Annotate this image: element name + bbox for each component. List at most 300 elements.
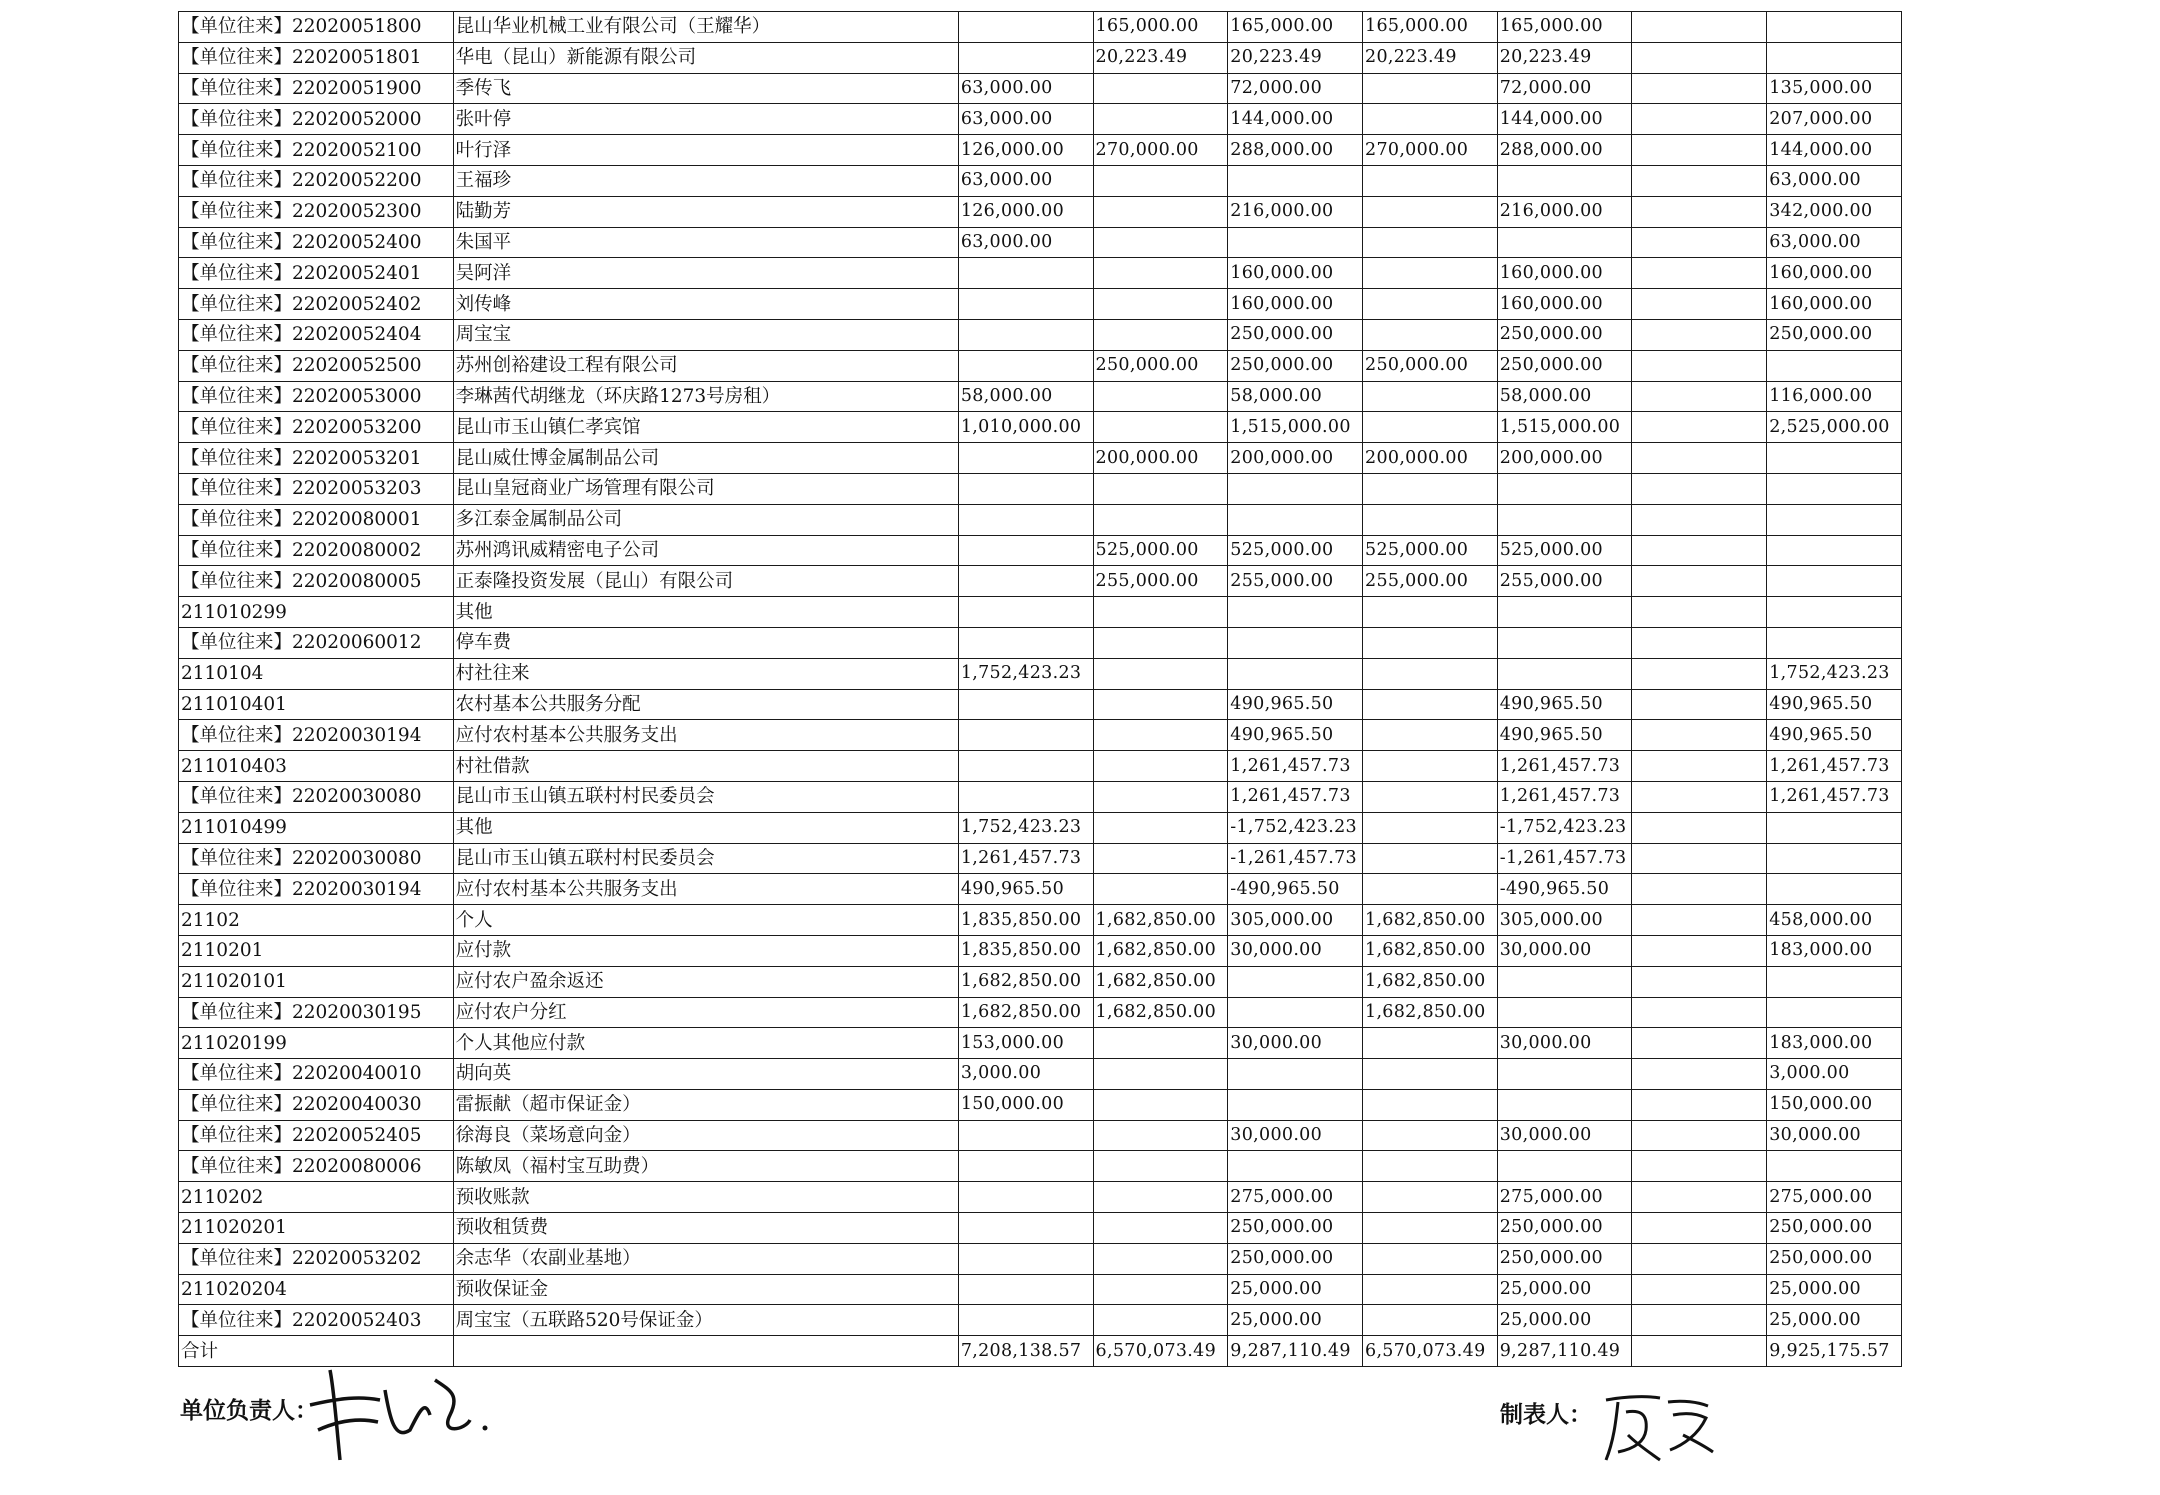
amount-cell <box>1632 135 1767 166</box>
amount-cell: 250,000.00 <box>1497 1213 1632 1244</box>
amount-cell <box>1767 997 1902 1028</box>
amount-cell <box>1632 1151 1767 1182</box>
table-row <box>179 1089 1902 1120</box>
amount-cell: 288,000.00 <box>1497 135 1632 166</box>
table-row <box>179 1028 1902 1059</box>
table-row <box>179 1151 1902 1182</box>
amount-cell: 275,000.00 <box>1228 1182 1363 1213</box>
ledger-table <box>178 11 1902 1367</box>
amount-cell <box>1363 689 1498 720</box>
account-name-cell: 应付农户分红 <box>453 997 958 1028</box>
amount-cell <box>958 751 1093 782</box>
account-code-cell: 211020199 <box>179 1028 454 1059</box>
account-name-cell: 张叶停 <box>453 104 958 135</box>
account-name-cell: 吴阿洋 <box>453 258 958 289</box>
amount-cell <box>1363 720 1498 751</box>
amount-cell: 490,965.50 <box>1767 720 1902 751</box>
amount-cell <box>1767 473 1902 504</box>
amount-cell: 250,000.00 <box>1363 350 1498 381</box>
table-row <box>179 781 1902 812</box>
ledger-body <box>179 12 1902 1367</box>
amount-cell <box>1093 1274 1228 1305</box>
amount-cell <box>1093 597 1228 628</box>
table-row <box>179 658 1902 689</box>
amount-cell <box>958 627 1093 658</box>
amount-cell: 1,682,850.00 <box>958 997 1093 1028</box>
account-name-cell: 应付款 <box>453 935 958 966</box>
account-name-cell: 应付农户盈余返还 <box>453 966 958 997</box>
account-code-cell: 2110104 <box>179 658 454 689</box>
amount-cell: 1,261,457.73 <box>1228 751 1363 782</box>
table-row <box>179 1120 1902 1151</box>
table-row <box>179 319 1902 350</box>
table-row <box>179 751 1902 782</box>
amount-cell: 200,000.00 <box>1497 443 1632 474</box>
account-code-cell: 合计 <box>179 1336 454 1367</box>
account-name-cell: 周宝宝 <box>453 319 958 350</box>
amount-cell: 270,000.00 <box>1093 135 1228 166</box>
amount-cell <box>1093 781 1228 812</box>
account-name-cell: 余志华（农副业基地） <box>453 1243 958 1274</box>
account-code-cell: 【单位往来】22020053200 <box>179 412 454 443</box>
amount-cell: 144,000.00 <box>1228 104 1363 135</box>
amount-cell <box>1228 227 1363 258</box>
amount-cell: 490,965.50 <box>1228 689 1363 720</box>
amount-cell: 3,000.00 <box>958 1059 1093 1090</box>
account-code-cell: 211010299 <box>179 597 454 628</box>
amount-cell <box>1228 597 1363 628</box>
amount-cell: 160,000.00 <box>1497 258 1632 289</box>
amount-cell: 58,000.00 <box>1228 381 1363 412</box>
amount-cell: 1,682,850.00 <box>1093 966 1228 997</box>
amount-cell <box>1632 689 1767 720</box>
amount-cell <box>1093 473 1228 504</box>
amount-cell <box>1228 658 1363 689</box>
unit-head-label: 单位负责人： <box>180 1398 318 1424</box>
account-name-cell: 其他 <box>453 812 958 843</box>
amount-cell <box>1228 1059 1363 1090</box>
table-row <box>179 935 1902 966</box>
amount-cell: 200,000.00 <box>1228 443 1363 474</box>
amount-cell: 25,000.00 <box>1497 1305 1632 1336</box>
amount-cell <box>1228 1089 1363 1120</box>
amount-cell: 490,965.50 <box>1497 689 1632 720</box>
amount-cell: 1,682,850.00 <box>1093 935 1228 966</box>
amount-cell <box>1363 258 1498 289</box>
ledger-sheet <box>178 11 1902 1367</box>
table-row <box>179 720 1902 751</box>
amount-cell: -1,261,457.73 <box>1228 843 1363 874</box>
amount-cell: 20,223.49 <box>1228 42 1363 73</box>
amount-cell <box>1632 627 1767 658</box>
amount-cell: 25,000.00 <box>1228 1305 1363 1336</box>
amount-cell <box>1363 1059 1498 1090</box>
amount-cell: 250,000.00 <box>1228 1213 1363 1244</box>
amount-cell: 525,000.00 <box>1497 535 1632 566</box>
amount-cell: 30,000.00 <box>1497 1028 1632 1059</box>
amount-cell <box>1363 227 1498 258</box>
account-code-cell: 211020204 <box>179 1274 454 1305</box>
amount-cell <box>1632 1213 1767 1244</box>
amount-cell <box>1632 412 1767 443</box>
amount-cell: 1,682,850.00 <box>958 966 1093 997</box>
amount-cell <box>1228 473 1363 504</box>
amount-cell: 144,000.00 <box>1767 135 1902 166</box>
amount-cell <box>1363 874 1498 905</box>
amount-cell <box>1497 1089 1632 1120</box>
table-row <box>179 504 1902 535</box>
amount-cell: 1,010,000.00 <box>958 412 1093 443</box>
account-name-cell: 预收账款 <box>453 1182 958 1213</box>
amount-cell: 1,835,850.00 <box>958 905 1093 936</box>
amount-cell <box>1632 874 1767 905</box>
amount-cell: 342,000.00 <box>1767 196 1902 227</box>
amount-cell <box>1228 627 1363 658</box>
amount-cell: 30,000.00 <box>1767 1120 1902 1151</box>
amount-cell <box>1632 443 1767 474</box>
table-row <box>179 966 1902 997</box>
amount-cell: 250,000.00 <box>1767 1213 1902 1244</box>
table-row <box>179 73 1902 104</box>
table-row <box>179 289 1902 320</box>
account-code-cell: 【单位往来】22020030195 <box>179 997 454 1028</box>
account-name-cell: 个人其他应付款 <box>453 1028 958 1059</box>
amount-cell: 20,223.49 <box>1093 42 1228 73</box>
amount-cell <box>1093 658 1228 689</box>
amount-cell <box>1497 473 1632 504</box>
amount-cell <box>1363 781 1498 812</box>
amount-cell <box>958 319 1093 350</box>
amount-cell: 1,261,457.73 <box>1497 751 1632 782</box>
amount-cell: 9,287,110.49 <box>1497 1336 1632 1367</box>
amount-cell: 525,000.00 <box>1363 535 1498 566</box>
account-code-cell: 【单位往来】22020052405 <box>179 1120 454 1151</box>
amount-cell <box>1228 504 1363 535</box>
amount-cell <box>958 443 1093 474</box>
amount-cell <box>1093 227 1228 258</box>
amount-cell <box>1093 1305 1228 1336</box>
account-name-cell: 华电（昆山）新能源有限公司 <box>453 42 958 73</box>
amount-cell: 63,000.00 <box>958 73 1093 104</box>
amount-cell <box>1093 165 1228 196</box>
amount-cell: 490,965.50 <box>958 874 1093 905</box>
account-code-cell: 【单位往来】22020052403 <box>179 1305 454 1336</box>
account-code-cell: 【单位往来】22020052300 <box>179 196 454 227</box>
amount-cell: 490,965.50 <box>1767 689 1902 720</box>
amount-cell: 250,000.00 <box>1767 319 1902 350</box>
amount-cell <box>1632 350 1767 381</box>
amount-cell: 250,000.00 <box>1497 319 1632 350</box>
table-row <box>179 812 1902 843</box>
amount-cell <box>1363 843 1498 874</box>
amount-cell: 25,000.00 <box>1228 1274 1363 1305</box>
account-code-cell: 【单位往来】22020053000 <box>179 381 454 412</box>
amount-cell <box>1632 720 1767 751</box>
amount-cell: 63,000.00 <box>1767 227 1902 258</box>
amount-cell <box>1363 1089 1498 1120</box>
amount-cell: -490,965.50 <box>1497 874 1632 905</box>
amount-cell: 1,752,423.23 <box>958 812 1093 843</box>
amount-cell: 1,682,850.00 <box>1363 905 1498 936</box>
table-row <box>179 165 1902 196</box>
amount-cell: 1,682,850.00 <box>1363 935 1498 966</box>
amount-cell <box>958 289 1093 320</box>
account-name-cell: 停车费 <box>453 627 958 658</box>
amount-cell <box>1093 874 1228 905</box>
table-row <box>179 1059 1902 1090</box>
amount-cell: 58,000.00 <box>1497 381 1632 412</box>
amount-cell: 1,682,850.00 <box>1363 966 1498 997</box>
account-name-cell: 朱国平 <box>453 227 958 258</box>
amount-cell <box>1363 381 1498 412</box>
account-code-cell: 2110202 <box>179 1182 454 1213</box>
account-code-cell: 【单位往来】22020051801 <box>179 42 454 73</box>
amount-cell <box>1632 1182 1767 1213</box>
table-row <box>179 689 1902 720</box>
table-row <box>179 104 1902 135</box>
amount-cell: 72,000.00 <box>1497 73 1632 104</box>
amount-cell <box>1767 966 1902 997</box>
amount-cell: 153,000.00 <box>958 1028 1093 1059</box>
table-row <box>179 135 1902 166</box>
amount-cell <box>1632 1305 1767 1336</box>
amount-cell <box>1093 843 1228 874</box>
amount-cell: 2,525,000.00 <box>1767 412 1902 443</box>
amount-cell <box>1767 627 1902 658</box>
account-code-cell: 【单位往来】22020053203 <box>179 473 454 504</box>
account-code-cell: 【单位往来】22020030080 <box>179 781 454 812</box>
amount-cell <box>1093 627 1228 658</box>
account-name-cell: 王福珍 <box>453 165 958 196</box>
amount-cell <box>1632 196 1767 227</box>
amount-cell <box>1632 473 1767 504</box>
amount-cell <box>1632 73 1767 104</box>
amount-cell <box>1363 412 1498 443</box>
amount-cell <box>1497 627 1632 658</box>
account-name-cell: 个人 <box>453 905 958 936</box>
account-name-cell: 胡向英 <box>453 1059 958 1090</box>
amount-cell: 25,000.00 <box>1767 1274 1902 1305</box>
amount-cell <box>1363 1120 1498 1151</box>
account-name-cell: 预收租赁费 <box>453 1213 958 1244</box>
amount-cell <box>1767 566 1902 597</box>
amount-cell: 63,000.00 <box>958 165 1093 196</box>
account-code-cell: 【单位往来】22020030194 <box>179 874 454 905</box>
amount-cell <box>1363 1274 1498 1305</box>
amount-cell: 160,000.00 <box>1767 258 1902 289</box>
amount-cell <box>1632 42 1767 73</box>
unit-head-signature <box>300 1360 500 1470</box>
amount-cell <box>1093 1028 1228 1059</box>
amount-cell: 275,000.00 <box>1767 1182 1902 1213</box>
amount-cell: 30,000.00 <box>1497 1120 1632 1151</box>
amount-cell <box>958 473 1093 504</box>
amount-cell <box>1363 751 1498 782</box>
table-row <box>179 12 1902 43</box>
amount-cell <box>1497 504 1632 535</box>
amount-cell: 126,000.00 <box>958 196 1093 227</box>
account-code-cell: 【单位往来】22020052100 <box>179 135 454 166</box>
amount-cell: -1,752,423.23 <box>1497 812 1632 843</box>
amount-cell: 250,000.00 <box>1767 1243 1902 1274</box>
amount-cell: 63,000.00 <box>1767 165 1902 196</box>
amount-cell: 490,965.50 <box>1497 720 1632 751</box>
amount-cell <box>1632 504 1767 535</box>
amount-cell <box>1363 1213 1498 1244</box>
account-code-cell: 【单位往来】22020030080 <box>179 843 454 874</box>
amount-cell: 116,000.00 <box>1767 381 1902 412</box>
amount-cell <box>1093 720 1228 751</box>
amount-cell: 126,000.00 <box>958 135 1093 166</box>
account-name-cell: 徐海良（菜场意向金） <box>453 1120 958 1151</box>
amount-cell <box>1767 12 1902 43</box>
table-row <box>179 196 1902 227</box>
account-code-cell: 【单位往来】22020052500 <box>179 350 454 381</box>
account-code-cell: 211010403 <box>179 751 454 782</box>
account-code-cell: 2110201 <box>179 935 454 966</box>
amount-cell: 1,682,850.00 <box>1093 997 1228 1028</box>
amount-cell <box>958 1182 1093 1213</box>
account-code-cell: 【单位往来】22020053202 <box>179 1243 454 1274</box>
table-row <box>179 350 1902 381</box>
account-code-cell: 211020201 <box>179 1213 454 1244</box>
table-row <box>179 843 1902 874</box>
amount-cell <box>1363 658 1498 689</box>
table-row <box>179 1182 1902 1213</box>
amount-cell: 63,000.00 <box>958 227 1093 258</box>
amount-cell <box>1497 1059 1632 1090</box>
amount-cell <box>1632 1089 1767 1120</box>
account-name-cell: 应付农村基本公共服务支出 <box>453 874 958 905</box>
amount-cell <box>958 350 1093 381</box>
amount-cell <box>1093 1120 1228 1151</box>
amount-cell <box>958 1151 1093 1182</box>
amount-cell: 270,000.00 <box>1363 135 1498 166</box>
amount-cell <box>958 566 1093 597</box>
amount-cell: 25,000.00 <box>1767 1305 1902 1336</box>
amount-cell: 458,000.00 <box>1767 905 1902 936</box>
amount-cell <box>1228 165 1363 196</box>
amount-cell <box>958 1120 1093 1151</box>
amount-cell: 9,925,175.57 <box>1767 1336 1902 1367</box>
table-row <box>179 627 1902 658</box>
amount-cell <box>1632 227 1767 258</box>
amount-cell: 1,261,457.73 <box>958 843 1093 874</box>
amount-cell: 255,000.00 <box>1228 566 1363 597</box>
amount-cell <box>1363 1151 1498 1182</box>
amount-cell: 1,515,000.00 <box>1228 412 1363 443</box>
amount-cell <box>1767 535 1902 566</box>
amount-cell: -1,752,423.23 <box>1228 812 1363 843</box>
amount-cell <box>958 258 1093 289</box>
amount-cell <box>1497 997 1632 1028</box>
account-code-cell: 【单位往来】22020052000 <box>179 104 454 135</box>
amount-cell <box>1632 1120 1767 1151</box>
amount-cell <box>1093 1059 1228 1090</box>
preparer-label: 制表人： <box>1500 1402 1592 1428</box>
amount-cell <box>1093 689 1228 720</box>
amount-cell: 1,261,457.73 <box>1228 781 1363 812</box>
amount-cell <box>1363 1243 1498 1274</box>
amount-cell <box>1497 227 1632 258</box>
amount-cell: 250,000.00 <box>1497 1243 1632 1274</box>
amount-cell <box>1497 165 1632 196</box>
amount-cell: 150,000.00 <box>1767 1089 1902 1120</box>
amount-cell: 200,000.00 <box>1363 443 1498 474</box>
account-name-cell <box>453 1336 958 1367</box>
amount-cell <box>1363 1305 1498 1336</box>
amount-cell: 160,000.00 <box>1497 289 1632 320</box>
account-name-cell: 陈敏凤（福村宝互助费） <box>453 1151 958 1182</box>
amount-cell: 288,000.00 <box>1228 135 1363 166</box>
amount-cell: 30,000.00 <box>1228 1120 1363 1151</box>
amount-cell <box>1632 104 1767 135</box>
account-name-cell: 农村基本公共服务分配 <box>453 689 958 720</box>
amount-cell: 135,000.00 <box>1767 73 1902 104</box>
amount-cell <box>958 504 1093 535</box>
amount-cell <box>1767 1151 1902 1182</box>
amount-cell: 490,965.50 <box>1228 720 1363 751</box>
table-row <box>179 473 1902 504</box>
amount-cell: 6,570,073.49 <box>1093 1336 1228 1367</box>
account-code-cell: 【单位往来】22020053201 <box>179 443 454 474</box>
amount-cell <box>1093 1151 1228 1182</box>
amount-cell: 1,515,000.00 <box>1497 412 1632 443</box>
amount-cell <box>1093 504 1228 535</box>
account-code-cell: 21102 <box>179 905 454 936</box>
amount-cell: 305,000.00 <box>1497 905 1632 936</box>
account-name-cell: 应付农村基本公共服务支出 <box>453 720 958 751</box>
amount-cell <box>1632 165 1767 196</box>
amount-cell <box>1632 658 1767 689</box>
amount-cell: 1,752,423.23 <box>1767 658 1902 689</box>
amount-cell: 72,000.00 <box>1228 73 1363 104</box>
amount-cell: 255,000.00 <box>1363 566 1498 597</box>
amount-cell <box>1093 1182 1228 1213</box>
amount-cell <box>1767 504 1902 535</box>
amount-cell <box>958 597 1093 628</box>
amount-cell: 160,000.00 <box>1228 258 1363 289</box>
account-name-cell: 预收保证金 <box>453 1274 958 1305</box>
amount-cell: 30,000.00 <box>1497 935 1632 966</box>
amount-cell <box>1363 319 1498 350</box>
amount-cell: 1,835,850.00 <box>958 935 1093 966</box>
account-code-cell: 【单位往来】22020052404 <box>179 319 454 350</box>
amount-cell: 9,287,110.49 <box>1228 1336 1363 1367</box>
amount-cell <box>1767 874 1902 905</box>
amount-cell <box>1363 73 1498 104</box>
table-row <box>179 1213 1902 1244</box>
amount-cell <box>1767 843 1902 874</box>
amount-cell: 250,000.00 <box>1228 350 1363 381</box>
amount-cell <box>1093 319 1228 350</box>
amount-cell: 305,000.00 <box>1228 905 1363 936</box>
amount-cell <box>1363 289 1498 320</box>
amount-cell <box>1632 319 1767 350</box>
account-code-cell: 【单位往来】22020052200 <box>179 165 454 196</box>
amount-cell <box>1497 966 1632 997</box>
amount-cell <box>1632 1243 1767 1274</box>
account-code-cell: 【单位往来】22020052401 <box>179 258 454 289</box>
amount-cell: 144,000.00 <box>1497 104 1632 135</box>
amount-cell <box>958 781 1093 812</box>
amount-cell: 150,000.00 <box>958 1089 1093 1120</box>
account-name-cell: 雷振献（超市保证金） <box>453 1089 958 1120</box>
amount-cell: 525,000.00 <box>1228 535 1363 566</box>
amount-cell <box>1363 504 1498 535</box>
amount-cell <box>1632 751 1767 782</box>
amount-cell: 216,000.00 <box>1497 196 1632 227</box>
